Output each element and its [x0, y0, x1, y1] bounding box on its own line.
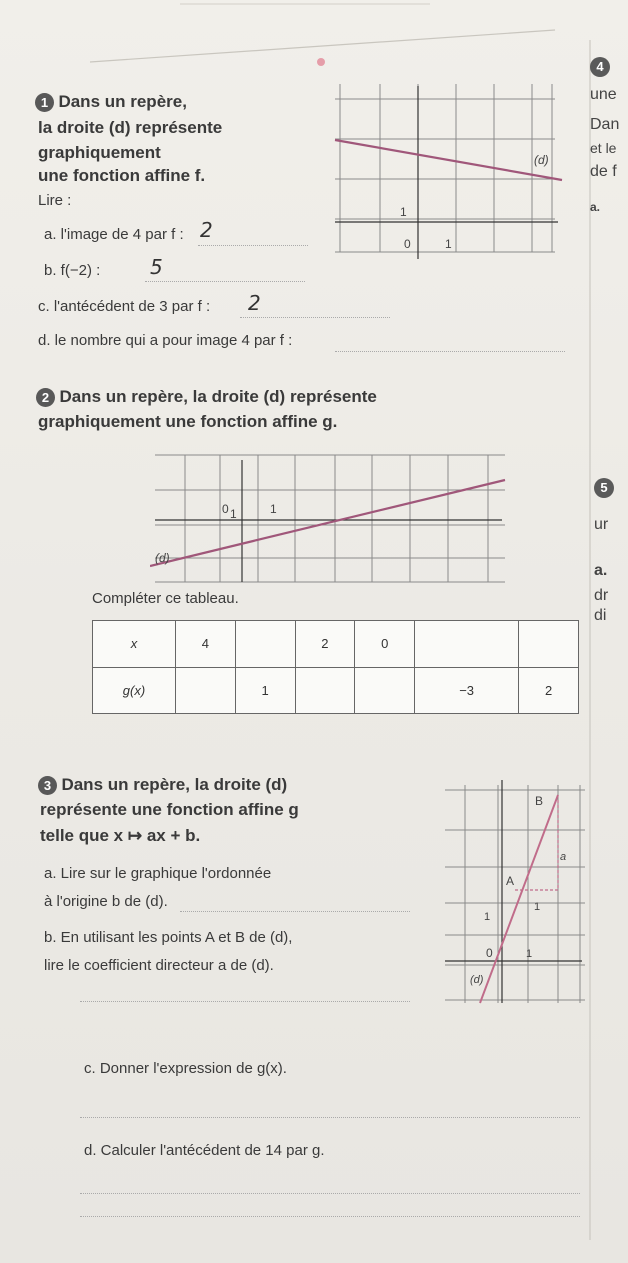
ex3-label-1y: 1: [484, 911, 491, 923]
ex2-label-1x: 1: [270, 502, 277, 516]
cell-gx-5: −3: [415, 667, 519, 714]
cell-gx-6: 2: [519, 667, 579, 714]
right-text-ur: ur: [594, 516, 609, 533]
ex3-graph: [440, 775, 588, 1007]
ex3-answer-d-line2: [80, 1215, 580, 1217]
cell-x-2[interactable]: [235, 621, 295, 668]
cell-gx-2: 1: [235, 667, 295, 714]
ex1-label-1x: 1: [445, 237, 452, 251]
ex3-grid: [445, 785, 585, 1003]
ex1-title-line1: Dans un repère,: [58, 92, 187, 111]
ex2-label-0: 0: [222, 502, 229, 516]
ex1-title-line3: graphiquement: [38, 143, 161, 162]
ex2-header: [36, 387, 377, 407]
ex2-label-d: (d): [155, 551, 170, 565]
ex1-label-1y: 1: [400, 205, 407, 219]
ex3-answer-b-line: [80, 1000, 410, 1002]
ex3-answer-d-line: [80, 1192, 580, 1194]
ex3-answer-c-line: [80, 1116, 580, 1118]
ex3-question-d: d. Calculer l'antécédent de 14 par g.: [84, 1142, 325, 1159]
ex3-question-b-line1: b. En utilisant les points A et B de (d),: [44, 929, 293, 946]
ex1-title-line4: une fonction affine f.: [38, 166, 206, 185]
cell-gx-header: g(x): [93, 667, 176, 714]
ex1-question-b: b. f(−2) :: [44, 262, 101, 279]
right-text-une: une: [590, 86, 617, 103]
cell-gx-4[interactable]: [355, 667, 415, 714]
ex1-answer-b-line: [145, 280, 305, 282]
ex1-answer-c-line: [240, 316, 390, 318]
ex1-question-c: c. l'antécédent de 3 par f :: [38, 298, 211, 315]
ex1-answer-a[interactable]: 2: [200, 218, 213, 242]
cell-x-4: 0: [355, 621, 415, 668]
right-text-dr: dr: [594, 587, 609, 604]
ex2-line-d: [150, 480, 505, 566]
ex3-label-d: (d): [470, 974, 484, 986]
ex3-label-B: B: [535, 794, 544, 808]
ex2-title-line2: graphiquement une fonction affine g.: [38, 412, 338, 431]
cell-x-1: 4: [176, 621, 236, 668]
ex2-graph: [150, 450, 510, 590]
right-text-etle: et le: [590, 140, 617, 156]
ex1-title-line2: la droite (d) représente: [38, 118, 223, 137]
ex2-instruction: Compléter ce tableau.: [92, 590, 239, 607]
ex1-line-d: [335, 140, 562, 180]
ex3-label-A: A: [506, 874, 515, 888]
right-text-a2: a.: [594, 562, 608, 579]
ex3-answer-a-line: [180, 910, 410, 912]
ex1-graph: [300, 84, 570, 269]
ex2-grid: [155, 455, 505, 582]
ex3-number-badge: 3: [38, 776, 57, 795]
ex3-label-1x: 1: [526, 948, 533, 960]
right-badge-5: 5: [594, 478, 614, 498]
ex3-label-0: 0: [486, 946, 493, 960]
top-edge-decoration: [0, 0, 628, 80]
ex3-question-a-line1: a. Lire sur le graphique l'ordonnée: [44, 865, 272, 882]
ex1-question-a: a. l'image de 4 par f :: [44, 226, 184, 243]
ex1-question-d: d. le nombre qui a pour image 4 par f :: [38, 332, 293, 349]
cell-x-6[interactable]: [519, 621, 579, 668]
right-badge-4: 4: [590, 57, 610, 77]
ex1-number-badge: 1: [35, 93, 54, 112]
cell-x-3: 2: [295, 621, 355, 668]
ex3-header: [38, 775, 287, 795]
ex2-values-table: [92, 620, 579, 714]
ex3-label-a: a: [560, 851, 567, 863]
right-page-edge: [576, 40, 628, 1240]
ex3-title-line1: Dans un repère, la droite (d): [61, 775, 288, 794]
ex1-label-d: (d): [534, 153, 549, 167]
ex3-label-1-step: 1: [534, 901, 541, 913]
right-text-di: di: [594, 607, 607, 624]
ex3-question-b-line2: lire le coefficient directeur a de (d).: [44, 957, 274, 974]
table-row-gx: [93, 667, 579, 714]
ex1-answer-a-line: [198, 244, 308, 246]
ex1-answer-d-line: [335, 350, 565, 352]
ex1-answer-b[interactable]: 5: [150, 255, 163, 279]
ex3-title-line3: telle que x ↦ ax + b.: [40, 826, 201, 845]
ex2-title-line1: Dans un repère, la droite (d) représente: [59, 387, 377, 406]
ex3-question-c: c. Donner l'expression de g(x).: [84, 1060, 287, 1077]
table-row-x: [93, 621, 579, 668]
cell-gx-3[interactable]: [295, 667, 355, 714]
cell-x-header: x: [93, 621, 176, 668]
right-text-dan: Dan: [590, 116, 620, 133]
ex3-question-a-line2: à l'origine b de (d).: [44, 893, 168, 910]
ex1-header: [35, 92, 187, 112]
ex1-label-0: 0: [404, 237, 411, 251]
ex3-line-d: [480, 795, 558, 1003]
right-text-def: de f: [590, 163, 617, 180]
ex1-answer-c[interactable]: 2: [248, 291, 261, 315]
cell-gx-1[interactable]: [176, 667, 236, 714]
ex1-grid: [335, 84, 555, 252]
ex2-number-badge: 2: [36, 388, 55, 407]
ex3-title-line2: représente une fonction affine g: [40, 800, 299, 819]
right-text-a: a.: [590, 200, 601, 214]
ex2-label-1y: 1: [230, 507, 237, 521]
cell-x-5[interactable]: [415, 621, 519, 668]
ex1-lire: Lire :: [38, 192, 72, 209]
